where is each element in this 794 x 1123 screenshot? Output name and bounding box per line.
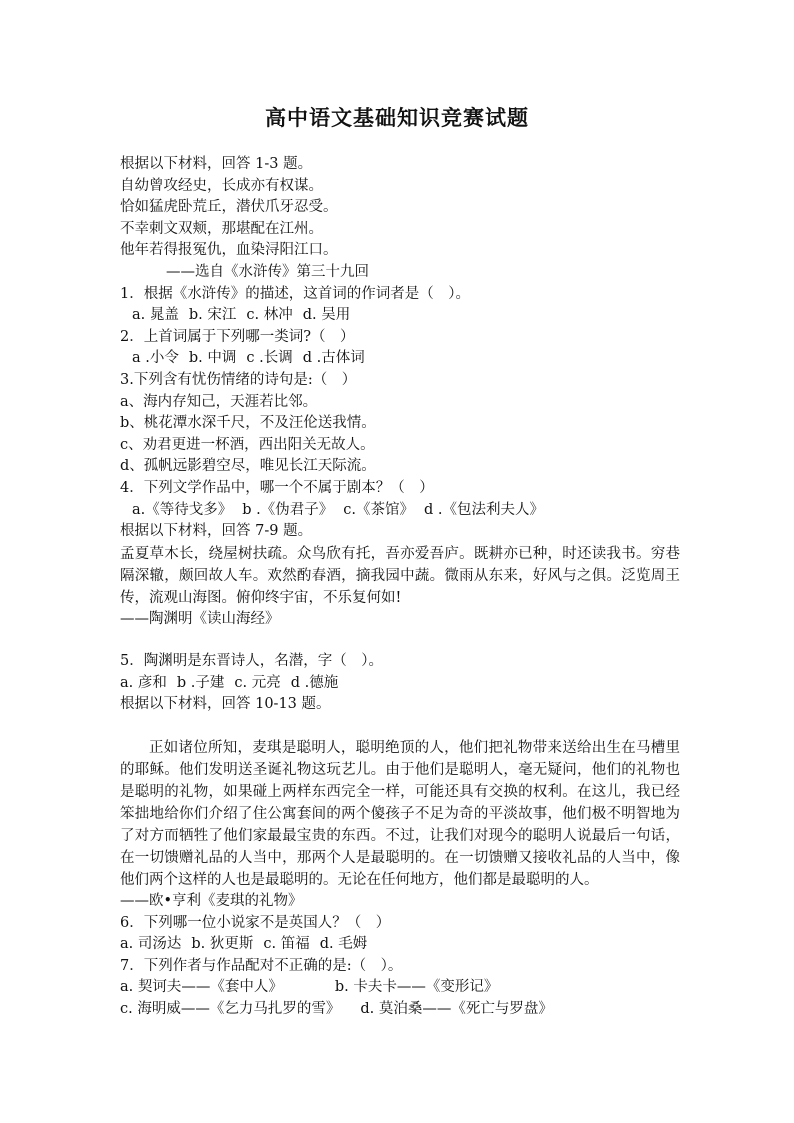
passage-source: ——欧•亨利《麦琪的礼物》	[120, 893, 303, 910]
option-c: c. 海明威——《乞力马扎罗的雪》	[120, 1001, 341, 1018]
question-3: 3.下列含有忧伤情绪的诗句是:（ ）	[120, 371, 357, 388]
option-b: b. 卡夫卡——《变形记》	[334, 979, 499, 996]
poem-source: ——选自《水浒传》第三十九回	[166, 263, 369, 280]
poem-line: 他年若得报冤仇，血染浔阳江口。	[120, 242, 338, 259]
poem-line: 不幸刺文双颊，那堪配在江州。	[120, 220, 323, 237]
question-7: 7．下列作者与作品配对不正确的是:（ ）。	[120, 957, 403, 974]
option-a: a.《等待戈多》	[132, 501, 233, 518]
option-d: d .《包法利夫人》	[424, 501, 544, 518]
option-a: a .小令	[132, 350, 179, 367]
question-7-options-row-2	[120, 999, 680, 1021]
question-7-options-row-1	[120, 977, 680, 999]
poem-line: 恰如猛虎卧荒丘，潜伏爪牙忍受。	[120, 199, 338, 216]
section-intro: 根据以下材料，回答 1-3 题。	[120, 156, 313, 172]
page-title: 高中语文基础知识竞赛试题	[265, 105, 529, 130]
question-6: 6．下列哪一位小说家不是英国人？（ ）	[120, 914, 391, 931]
option-a: a. 司汤达	[120, 936, 182, 953]
passage-poem: 孟夏草木长，绕屋树扶疏。众鸟欣有托，吾亦爱吾庐。既耕亦已种，时还读我书。穷巷隔深辙，颇回故人车。欢然酌春酒，摘我园中蔬。微雨从东来，好风与之俱。泛览周王传，流观山海图。俯仰终宇宙，不乐复何如!	[120, 545, 680, 606]
passage-source: ——陶渊明《读山海经》	[120, 610, 280, 627]
option-a: a. 彦和	[120, 674, 167, 691]
question-2: 2．上首词属于下列哪一类词?（ ）	[120, 328, 355, 345]
question-5-options	[120, 673, 680, 695]
option-c: c、劝君更进一杯酒，西出阳关无故人。	[120, 436, 375, 453]
option-b: b. 中调	[188, 350, 237, 367]
poem-line: 自幼曾攻经史，长成亦有权谋。	[120, 177, 323, 194]
option-b: b、桃花潭水深千尺，不及汪伦送我情。	[120, 415, 376, 432]
option-b: b .《伪君子》	[242, 501, 334, 518]
option-b: b. 狄更斯	[191, 936, 254, 953]
section-intro: 根据以下材料，回答 10-13 题。	[120, 696, 331, 713]
question-4: 4．下列文学作品中，哪一个不属于剧本？（ ）	[120, 479, 434, 496]
option-c: c.《茶馆》	[343, 501, 414, 518]
question-2-options	[120, 348, 680, 370]
option-b: b .子建	[176, 674, 225, 691]
exam-body	[120, 154, 680, 1021]
option-d: d. 莫泊桑——《死亡与罗盘》	[360, 1001, 553, 1018]
option-d: d. 吴用	[302, 307, 351, 324]
option-d: d、孤帆远影碧空尽，唯见长江天际流。	[120, 458, 376, 475]
question-4-options	[120, 500, 680, 522]
option-c: c. 林冲	[246, 307, 293, 324]
option-c: c. 笛福	[263, 936, 310, 953]
question-1: 1．根据《水浒传》的描述，这首词的作词者是（ ）。	[120, 285, 470, 302]
question-5: 5．陶渊明是东晋诗人，名潜，字（ ）。	[120, 653, 383, 670]
option-a: a、海内存知己，天涯若比邻。	[120, 393, 318, 410]
option-a: a. 晁盖	[132, 307, 179, 324]
option-a: a. 契诃夫——《套中人》	[120, 979, 283, 996]
option-d: d. 毛姆	[319, 936, 368, 953]
section-intro: 根据以下材料，回答 7-9 题。	[120, 523, 313, 540]
option-c: c .长调	[246, 350, 293, 367]
option-d: d .德施	[290, 674, 339, 691]
passage-prose: 正如诸位所知，麦琪是聪明人，聪明绝顶的人，他们把礼物带来送给出生在马槽里的耶稣。他们发明送圣诞礼物这玩艺儿。由于他们是聪明人，毫无疑问，他们的礼物也是聪明的礼物，如果碰上两样东西完全一样，可能还具有交换的权利。在这儿，我已经笨拙地给你们介绍了住公寓套间的两个傻孩子不足为奇的平淡故事，他们极不明智地为了对方而牺牲了他们家最最宝贵的东西。不过，让我们对现今的聪明人说最后一句话，在一切馈赠礼品的人当中，那两个人是最聪明的。在一切馈赠又接收礼品的人当中，像他们两个这样的人也是最聪明的。无论在任何地方，他们都是最聪明的人。	[120, 740, 680, 889]
option-c: c. 元亮	[234, 674, 281, 691]
option-d: d .古体词	[302, 350, 365, 367]
question-6-options	[120, 934, 680, 956]
option-b: b. 宋江	[188, 307, 237, 324]
question-1-options	[120, 305, 680, 327]
